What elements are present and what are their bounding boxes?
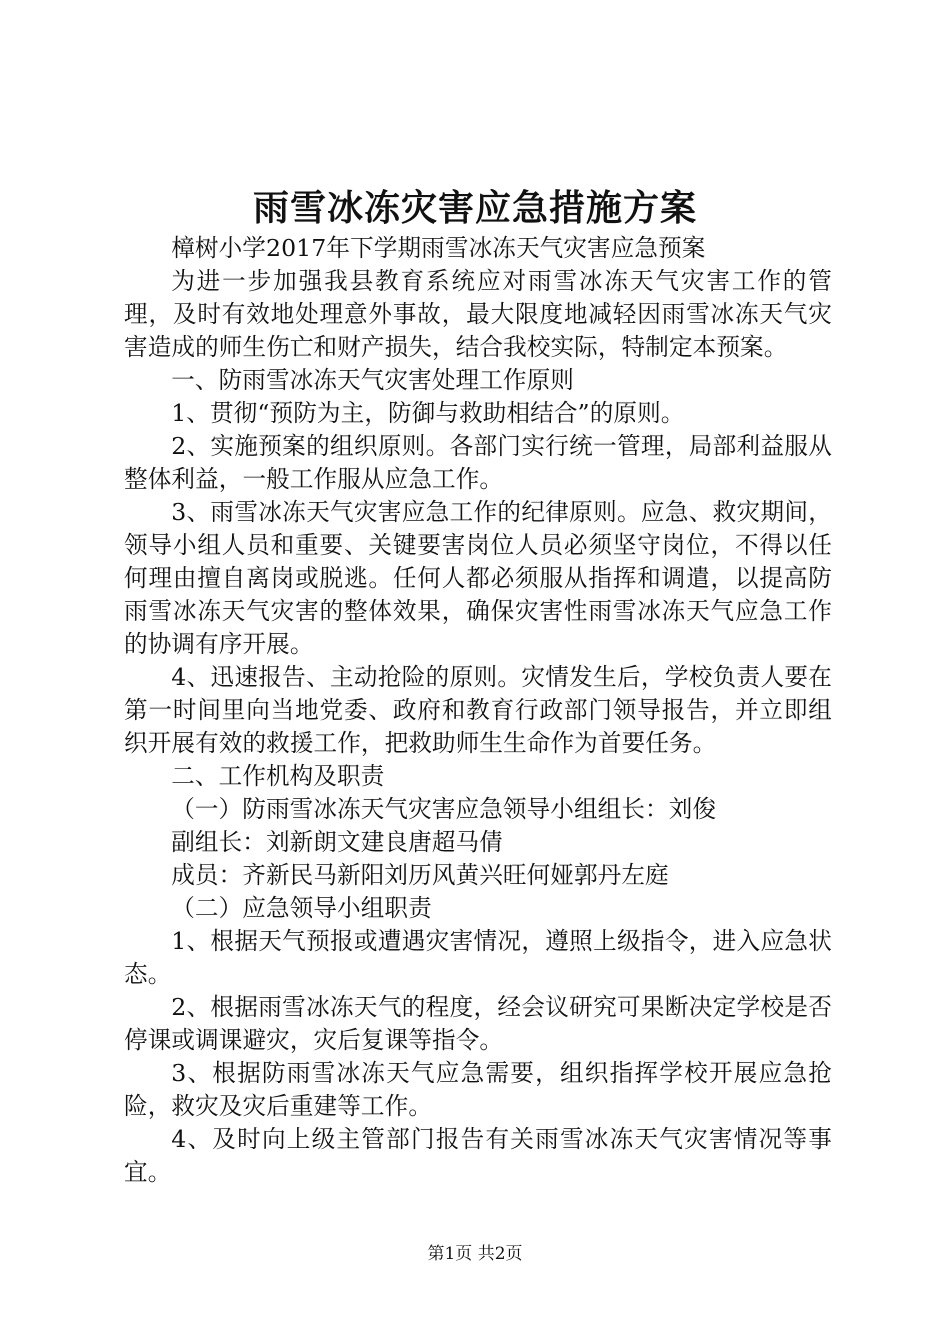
paragraph-deputy-leaders: 副组长：刘新朗文建良唐超马倩 (171, 828, 503, 856)
section-heading-duties: （二）应急领导小组职责 (171, 894, 432, 922)
paragraph-duty-3: 3、根据防雨雪冰冻天气应急需要，组织指挥学校开展应急抢险，救灾及灾后重建等工作。 (124, 1059, 832, 1120)
paragraph-duty-4: 4、及时向上级主管部门报告有关雨雪冰冻天气灾害情况等事宜。 (124, 1125, 832, 1186)
paragraph-principle-1: 1、贯彻“预防为主，防御与救助相结合”的原则。 (171, 399, 685, 427)
document-title: 雨雪冰冻灾害应急措施方案 (252, 187, 697, 229)
paragraph-duty-1: 1、根据天气预报或遭遇灾害情况，遵照上级指令，进入应急状态。 (124, 927, 832, 988)
page-footer: 第1页 共2页 (427, 1244, 523, 1264)
paragraph-group-leader: （一）防雨雪冰冻天气灾害应急领导小组组长：刘俊 (171, 795, 717, 823)
paragraph-principle-2: 2、实施预案的组织原则。各部门实行统一管理，局部利益服从整体利益，一般工作服从应急工作。 (124, 432, 832, 493)
section-heading-principles: 一、防雨雪冰冻天气灾害处理工作原则 (171, 366, 574, 394)
document-body (124, 232, 832, 1189)
section-heading-organization: 二、工作机构及职责 (171, 762, 385, 790)
paragraph-duty-2: 2、根据雨雪冰冻天气的程度，经会议研究可果断决定学校是否停课或调课避灾，灾后复课等指令。 (124, 993, 832, 1054)
paragraph-members: 成员：齐新民马新阳刘历风黄兴旺何娅郭丹左庭 (171, 861, 669, 889)
paragraph-principle-4: 4、迅速报告、主动抢险的原则。灾情发生后，学校负责人要在第一时间里向当地党委、政府和教育行政部门领导报告，并立即组织开展有效的救援工作，把救助师生生命作为首要任务。 (124, 663, 832, 757)
paragraph-subtitle: 樟树小学2017年下学期雨雪冰冻天气灾害应急预案 (171, 234, 706, 262)
paragraph-principle-3: 3、雨雪冰冻天气灾害应急工作的纪律原则。应急、救灾期间，领导小组人员和重要、关键要害岗位人员必须坚守岗位，不得以任何理由擅自离岗或脱逃。任何人都必须服从指挥和调遣，以提高防雨雪冰冻天气灾害的整体效果，确保灾害性雨雪冰冻天气应急工作的协调有序开展。 (124, 498, 832, 658)
paragraph-intro: 为进一步加强我县教育系统应对雨雪冰冻天气灾害工作的管理，及时有效地处理意外事故，最大限度地减轻因雨雪冰冻天气灾害造成的师生伤亡和财产损失，结合我校实际，特制定本预案。 (124, 267, 832, 361)
